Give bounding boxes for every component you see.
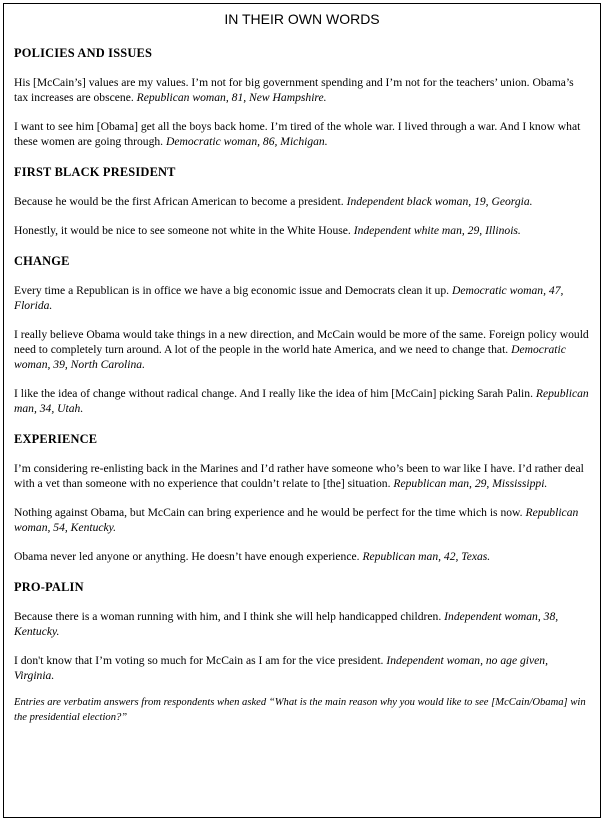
section-policies-and-issues xyxy=(14,46,590,149)
section-first-black-president xyxy=(14,165,590,238)
quote-attribution: Republican man, 29, Mississippi. xyxy=(393,477,548,490)
quote-text: I don't know that I’m voting so much for McCain as I am for the vice president. xyxy=(14,654,384,667)
quote-entry xyxy=(14,653,590,683)
quote-entry xyxy=(14,505,590,535)
quote-attribution: Independent woman, 38, Kentucky. xyxy=(14,610,559,638)
quote-attribution: Democratic woman, 47, Florida. xyxy=(14,284,564,312)
quote-entry xyxy=(14,283,590,313)
quote-text: Honestly, it would be nice to see someone not white in the White House. xyxy=(14,224,351,237)
quote-attribution: Republican man, 34, Utah. xyxy=(14,387,589,415)
quote-entry xyxy=(14,461,590,491)
quote-entry xyxy=(14,194,590,209)
quote-text: Obama never led anyone or anything. He doesn’t have enough experience. xyxy=(14,550,360,563)
quote-entry xyxy=(14,223,590,238)
quote-text: Nothing against Obama, but McCain can bring experience and he would be perfect for the time which is now. xyxy=(14,506,523,519)
section-heading: PRO-PALIN xyxy=(14,580,84,594)
quote-text: Because there is a woman running with him, and I think she will help handicapped children. xyxy=(14,610,442,623)
survey-footnote: Entries are verbatim answers from respondents when asked “What is the main reason why you would like to see [McCain/Obama] win the presidential election?” xyxy=(14,697,586,723)
quote-text: I’m considering re-enlisting back in the Marines and I’d rather have someone who’s been to war like I have. I’d rather deal with a vet than someone with no experience that couldn’t relate to [the] situation. xyxy=(14,462,584,490)
section-heading: EXPERIENCE xyxy=(14,432,98,446)
quote-attribution: Democratic woman, 86, Michigan. xyxy=(165,135,328,148)
section-change xyxy=(14,254,590,416)
quote-entry xyxy=(14,549,590,564)
quote-attribution: Independent white man, 29, Illinois. xyxy=(353,224,521,237)
quote-entry xyxy=(14,327,590,372)
quote-text: I really believe Obama would take things in a new direction, and McCain would be more of the same. Foreign policy would need to completely turn around. A lot of the people in the world hate America, and we need to change that. xyxy=(14,328,589,356)
section-heading: FIRST BLACK PRESIDENT xyxy=(14,165,176,179)
quote-text: I like the idea of change without radical change. And I really like the idea of him [McCain] picking Sarah Palin. xyxy=(14,387,533,400)
quote-attribution: Republican woman, 54, Kentucky. xyxy=(14,506,579,534)
section-experience xyxy=(14,432,590,564)
document-title: IN THEIR OWN WORDS xyxy=(224,11,380,27)
quote-attribution: Independent black woman, 19, Georgia. xyxy=(346,195,533,208)
quote-entry xyxy=(14,119,590,149)
quote-entry xyxy=(14,75,590,105)
quote-text: Because he would be the first African American to become a president. xyxy=(14,195,344,208)
quote-attribution: Independent woman, no age given, Virginia. xyxy=(14,654,549,682)
quote-entry xyxy=(14,609,590,639)
document-frame xyxy=(3,3,601,818)
quote-text: His [McCain’s] values are my values. I’m not for big government spending and I’m not for the teachers’ union. Obama’s tax increases are obscene. xyxy=(14,76,574,104)
quote-text: I want to see him [Obama] get all the boys back home. I’m tired of the whole war. I lived through a war. And I know what these women are going through. xyxy=(14,120,581,148)
quote-attribution: Republican man, 42, Texas. xyxy=(362,550,491,563)
quote-entry xyxy=(14,386,590,416)
section-heading: CHANGE xyxy=(14,254,70,268)
section-pro-palin xyxy=(14,580,590,683)
quote-attribution: Republican woman, 81, New Hampshire. xyxy=(136,91,327,104)
section-heading: POLICIES AND ISSUES xyxy=(14,46,153,60)
quote-attribution: Democratic woman, 39, North Carolina. xyxy=(14,343,566,371)
quote-text: Every time a Republican is in office we have a big economic issue and Democrats clean it up. xyxy=(14,284,450,297)
